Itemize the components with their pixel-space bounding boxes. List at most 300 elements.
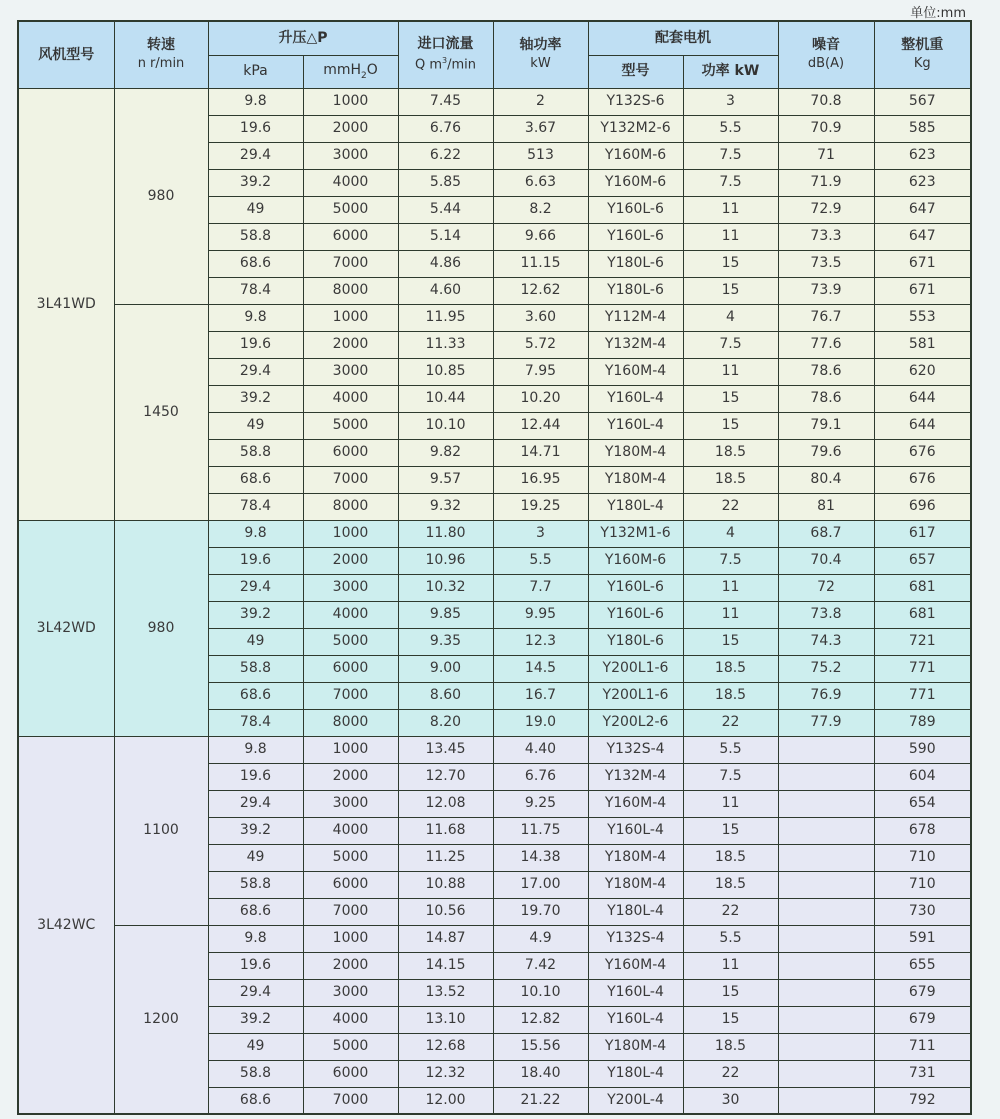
- pressure-mmh2o-cell: 8000: [303, 493, 398, 520]
- noise-cell: [778, 1060, 874, 1087]
- shaft-power-cell: 4.40: [493, 736, 588, 763]
- flow-cell: 13.10: [398, 1006, 493, 1033]
- flow-cell: 14.87: [398, 925, 493, 952]
- pressure-kpa-cell: 19.6: [208, 547, 303, 574]
- shaft-power-cell: 16.95: [493, 466, 588, 493]
- flow-cell: 13.45: [398, 736, 493, 763]
- weight-cell: 676: [874, 466, 971, 493]
- motor-type-cell: Y160M-6: [588, 142, 683, 169]
- weight-cell: 681: [874, 601, 971, 628]
- table-body: [18, 88, 971, 1114]
- flow-cell: 9.85: [398, 601, 493, 628]
- weight-cell: 657: [874, 547, 971, 574]
- shaft-power-cell: 19.70: [493, 898, 588, 925]
- pressure-kpa-cell: 58.8: [208, 223, 303, 250]
- model-cell: 3L41WD: [18, 88, 114, 520]
- motor-type-cell: Y160M-6: [588, 547, 683, 574]
- pressure-mmh2o-cell: 5000: [303, 1033, 398, 1060]
- motor-power-cell: 15: [683, 277, 778, 304]
- flow-cell: 5.44: [398, 196, 493, 223]
- noise-cell: 73.8: [778, 601, 874, 628]
- noise-cell: 73.9: [778, 277, 874, 304]
- flow-cell: 6.22: [398, 142, 493, 169]
- motor-type-cell: Y200L-4: [588, 1087, 683, 1114]
- shaft-power-cell: 14.38: [493, 844, 588, 871]
- header-pressure-mmh2o: mmH$_2$O: [303, 55, 398, 88]
- motor-power-cell: 7.5: [683, 547, 778, 574]
- noise-cell: [778, 1006, 874, 1033]
- weight-cell: 730: [874, 898, 971, 925]
- motor-power-cell: 22: [683, 709, 778, 736]
- motor-type-cell: Y132M-4: [588, 763, 683, 790]
- pressure-mmh2o-cell: 5000: [303, 196, 398, 223]
- motor-type-cell: Y160M-4: [588, 358, 683, 385]
- motor-power-cell: 22: [683, 1060, 778, 1087]
- speed-cell: 980: [114, 88, 208, 304]
- pressure-mmh2o-cell: 5000: [303, 412, 398, 439]
- pressure-kpa-cell: 39.2: [208, 1006, 303, 1033]
- pressure-mmh2o-cell: 5000: [303, 628, 398, 655]
- noise-cell: [778, 979, 874, 1006]
- motor-power-cell: 18.5: [683, 655, 778, 682]
- pressure-mmh2o-cell: 2000: [303, 763, 398, 790]
- noise-cell: [778, 925, 874, 952]
- flow-cell: 11.80: [398, 520, 493, 547]
- flow-cell: 6.76: [398, 115, 493, 142]
- pressure-kpa-cell: 29.4: [208, 142, 303, 169]
- noise-cell: [778, 844, 874, 871]
- flow-cell: 10.88: [398, 871, 493, 898]
- flow-cell: 9.32: [398, 493, 493, 520]
- shaft-power-cell: 6.63: [493, 169, 588, 196]
- motor-type-cell: Y180L-6: [588, 250, 683, 277]
- motor-power-cell: 15: [683, 817, 778, 844]
- flow-cell: 12.08: [398, 790, 493, 817]
- noise-cell: [778, 1087, 874, 1114]
- pressure-mmh2o-cell: 3000: [303, 979, 398, 1006]
- motor-power-cell: 11: [683, 790, 778, 817]
- pressure-mmh2o-cell: 4000: [303, 1006, 398, 1033]
- shaft-power-cell: 9.25: [493, 790, 588, 817]
- weight-cell: 679: [874, 1006, 971, 1033]
- flow-cell: 10.32: [398, 574, 493, 601]
- motor-power-cell: 15: [683, 385, 778, 412]
- motor-type-cell: Y132M2-6: [588, 115, 683, 142]
- flow-cell: 10.56: [398, 898, 493, 925]
- pressure-kpa-cell: 9.8: [208, 925, 303, 952]
- speed-cell: 1200: [114, 925, 208, 1114]
- flow-cell: 14.15: [398, 952, 493, 979]
- motor-type-cell: Y180L-4: [588, 493, 683, 520]
- shaft-power-cell: 9.66: [493, 223, 588, 250]
- shaft-power-cell: 10.10: [493, 979, 588, 1006]
- pressure-kpa-cell: 58.8: [208, 871, 303, 898]
- shaft-power-cell: 4.9: [493, 925, 588, 952]
- pressure-mmh2o-cell: 6000: [303, 871, 398, 898]
- motor-power-cell: 11: [683, 601, 778, 628]
- noise-cell: 79.1: [778, 412, 874, 439]
- speed-cell: 1100: [114, 736, 208, 925]
- weight-cell: 676: [874, 439, 971, 466]
- header-shaft-power: 轴功率 kW: [493, 21, 588, 88]
- weight-cell: 681: [874, 574, 971, 601]
- table-header: [18, 21, 971, 88]
- weight-cell: 591: [874, 925, 971, 952]
- noise-cell: [778, 817, 874, 844]
- pressure-mmh2o-cell: 2000: [303, 331, 398, 358]
- weight-cell: 644: [874, 412, 971, 439]
- noise-cell: 79.6: [778, 439, 874, 466]
- motor-type-cell: Y180M-4: [588, 1033, 683, 1060]
- pressure-mmh2o-cell: 7000: [303, 682, 398, 709]
- noise-cell: 72.9: [778, 196, 874, 223]
- noise-cell: 70.4: [778, 547, 874, 574]
- motor-type-cell: Y160L-6: [588, 223, 683, 250]
- motor-power-cell: 22: [683, 898, 778, 925]
- motor-power-cell: 5.5: [683, 115, 778, 142]
- motor-type-cell: Y160M-4: [588, 952, 683, 979]
- pressure-kpa-cell: 39.2: [208, 817, 303, 844]
- flow-cell: 11.25: [398, 844, 493, 871]
- speed-cell: 1450: [114, 304, 208, 520]
- motor-power-cell: 3: [683, 88, 778, 115]
- pressure-kpa-cell: 78.4: [208, 493, 303, 520]
- table-row: [18, 925, 971, 952]
- weight-cell: 553: [874, 304, 971, 331]
- pressure-mmh2o-cell: 6000: [303, 655, 398, 682]
- shaft-power-cell: 10.20: [493, 385, 588, 412]
- shaft-power-cell: 5.72: [493, 331, 588, 358]
- header-speed-unit: n r/min: [137, 56, 185, 72]
- noise-cell: [778, 898, 874, 925]
- noise-cell: 70.9: [778, 115, 874, 142]
- pressure-kpa-cell: 9.8: [208, 520, 303, 547]
- motor-power-cell: 30: [683, 1087, 778, 1114]
- shaft-power-cell: 11.75: [493, 817, 588, 844]
- shaft-power-cell: 9.95: [493, 601, 588, 628]
- motor-type-cell: Y132S-6: [588, 88, 683, 115]
- noise-cell: [778, 790, 874, 817]
- motor-power-cell: 11: [683, 574, 778, 601]
- shaft-power-cell: 3: [493, 520, 588, 547]
- weight-cell: 654: [874, 790, 971, 817]
- flow-cell: 9.35: [398, 628, 493, 655]
- pressure-kpa-cell: 9.8: [208, 736, 303, 763]
- weight-cell: 771: [874, 655, 971, 682]
- weight-cell: 644: [874, 385, 971, 412]
- table-row: [18, 736, 971, 763]
- table-row: [18, 520, 971, 547]
- flow-cell: 12.68: [398, 1033, 493, 1060]
- flow-cell: 9.57: [398, 466, 493, 493]
- pressure-kpa-cell: 49: [208, 628, 303, 655]
- motor-type-cell: Y160L-4: [588, 385, 683, 412]
- pressure-mmh2o-cell: 3000: [303, 790, 398, 817]
- shaft-power-cell: 12.44: [493, 412, 588, 439]
- noise-cell: 68.7: [778, 520, 874, 547]
- weight-cell: 617: [874, 520, 971, 547]
- header-motor-type: 型号: [588, 55, 683, 88]
- motor-type-cell: Y180M-4: [588, 871, 683, 898]
- header-motor: 配套电机: [588, 21, 778, 55]
- noise-cell: 76.7: [778, 304, 874, 331]
- shaft-power-cell: 12.3: [493, 628, 588, 655]
- flow-cell: 9.00: [398, 655, 493, 682]
- motor-power-cell: 4: [683, 304, 778, 331]
- pressure-kpa-cell: 19.6: [208, 331, 303, 358]
- flow-cell: 12.70: [398, 763, 493, 790]
- flow-cell: 8.60: [398, 682, 493, 709]
- motor-type-cell: Y132S-4: [588, 925, 683, 952]
- motor-type-cell: Y200L1-6: [588, 655, 683, 682]
- speed-cell: 980: [114, 520, 208, 736]
- pressure-kpa-cell: 78.4: [208, 277, 303, 304]
- motor-type-cell: Y180L-6: [588, 628, 683, 655]
- shaft-power-cell: 21.22: [493, 1087, 588, 1114]
- weight-cell: 789: [874, 709, 971, 736]
- noise-cell: 73.5: [778, 250, 874, 277]
- pressure-kpa-cell: 39.2: [208, 169, 303, 196]
- pressure-kpa-cell: 19.6: [208, 115, 303, 142]
- motor-type-cell: Y160L-4: [588, 979, 683, 1006]
- flow-cell: 9.82: [398, 439, 493, 466]
- shaft-power-cell: 7.95: [493, 358, 588, 385]
- pressure-mmh2o-cell: 4000: [303, 817, 398, 844]
- flow-cell: 8.20: [398, 709, 493, 736]
- shaft-power-cell: 7.42: [493, 952, 588, 979]
- motor-power-cell: 18.5: [683, 871, 778, 898]
- pressure-mmh2o-cell: 1000: [303, 304, 398, 331]
- noise-cell: [778, 871, 874, 898]
- pressure-kpa-cell: 68.6: [208, 250, 303, 277]
- motor-type-cell: Y180M-4: [588, 844, 683, 871]
- motor-type-cell: Y132M1-6: [588, 520, 683, 547]
- motor-power-cell: 18.5: [683, 844, 778, 871]
- weight-cell: 671: [874, 277, 971, 304]
- motor-type-cell: Y200L1-6: [588, 682, 683, 709]
- motor-power-cell: 7.5: [683, 142, 778, 169]
- noise-cell: 78.6: [778, 358, 874, 385]
- shaft-power-cell: 513: [493, 142, 588, 169]
- flow-cell: 4.60: [398, 277, 493, 304]
- weight-cell: 671: [874, 250, 971, 277]
- motor-power-cell: 7.5: [683, 763, 778, 790]
- motor-type-cell: Y160M-6: [588, 169, 683, 196]
- header-motor-power: 功率 kW: [683, 55, 778, 88]
- pressure-kpa-cell: 49: [208, 412, 303, 439]
- shaft-power-cell: 12.82: [493, 1006, 588, 1033]
- flow-cell: 7.45: [398, 88, 493, 115]
- motor-type-cell: Y180L-4: [588, 898, 683, 925]
- pressure-kpa-cell: 58.8: [208, 655, 303, 682]
- flow-cell: 4.86: [398, 250, 493, 277]
- motor-power-cell: 18.5: [683, 466, 778, 493]
- pressure-mmh2o-cell: 2000: [303, 115, 398, 142]
- pressure-mmh2o-cell: 1000: [303, 520, 398, 547]
- weight-cell: 655: [874, 952, 971, 979]
- weight-cell: 590: [874, 736, 971, 763]
- header-model: 风机型号: [18, 21, 114, 88]
- motor-power-cell: 15: [683, 628, 778, 655]
- pressure-kpa-cell: 19.6: [208, 763, 303, 790]
- motor-power-cell: 15: [683, 979, 778, 1006]
- shaft-power-cell: 5.5: [493, 547, 588, 574]
- table-row: [18, 88, 971, 115]
- flow-cell: 11.68: [398, 817, 493, 844]
- pressure-kpa-cell: 49: [208, 1033, 303, 1060]
- pressure-kpa-cell: 9.8: [208, 304, 303, 331]
- pressure-mmh2o-cell: 6000: [303, 439, 398, 466]
- flow-cell: 5.14: [398, 223, 493, 250]
- motor-type-cell: Y132S-4: [588, 736, 683, 763]
- shaft-power-cell: 19.25: [493, 493, 588, 520]
- motor-power-cell: 18.5: [683, 439, 778, 466]
- motor-power-cell: 18.5: [683, 682, 778, 709]
- pressure-kpa-cell: 19.6: [208, 952, 303, 979]
- pressure-kpa-cell: 68.6: [208, 682, 303, 709]
- weight-cell: 731: [874, 1060, 971, 1087]
- pressure-kpa-cell: 78.4: [208, 709, 303, 736]
- motor-power-cell: 7.5: [683, 331, 778, 358]
- motor-type-cell: Y112M-4: [588, 304, 683, 331]
- pressure-kpa-cell: 29.4: [208, 979, 303, 1006]
- pressure-mmh2o-cell: 1000: [303, 88, 398, 115]
- noise-cell: 78.6: [778, 385, 874, 412]
- pressure-mmh2o-cell: 6000: [303, 1060, 398, 1087]
- shaft-power-cell: 8.2: [493, 196, 588, 223]
- weight-cell: 721: [874, 628, 971, 655]
- pressure-kpa-cell: 9.8: [208, 88, 303, 115]
- pressure-kpa-cell: 49: [208, 844, 303, 871]
- pressure-mmh2o-cell: 8000: [303, 277, 398, 304]
- pressure-kpa-cell: 68.6: [208, 1087, 303, 1114]
- shaft-power-cell: 17.00: [493, 871, 588, 898]
- motor-power-cell: 22: [683, 493, 778, 520]
- motor-type-cell: Y180L-6: [588, 277, 683, 304]
- pressure-mmh2o-cell: 3000: [303, 358, 398, 385]
- flow-cell: 10.10: [398, 412, 493, 439]
- noise-cell: 77.9: [778, 709, 874, 736]
- shaft-power-cell: 3.67: [493, 115, 588, 142]
- noise-cell: 71: [778, 142, 874, 169]
- motor-type-cell: Y180M-4: [588, 466, 683, 493]
- flow-cell: 10.96: [398, 547, 493, 574]
- pressure-kpa-cell: 39.2: [208, 385, 303, 412]
- header-pressure: 升压△P: [208, 21, 398, 55]
- motor-power-cell: 4: [683, 520, 778, 547]
- shaft-power-cell: 7.7: [493, 574, 588, 601]
- pressure-kpa-cell: 29.4: [208, 358, 303, 385]
- motor-type-cell: Y180L-4: [588, 1060, 683, 1087]
- pressure-mmh2o-cell: 4000: [303, 601, 398, 628]
- pressure-mmh2o-cell: 2000: [303, 547, 398, 574]
- pressure-mmh2o-cell: 7000: [303, 250, 398, 277]
- motor-power-cell: 5.5: [683, 736, 778, 763]
- shaft-power-cell: 12.62: [493, 277, 588, 304]
- shaft-power-cell: 19.0: [493, 709, 588, 736]
- header-shaft-power-unit: kW: [530, 56, 551, 72]
- motor-power-cell: 18.5: [683, 1033, 778, 1060]
- pressure-kpa-cell: 39.2: [208, 601, 303, 628]
- motor-type-cell: Y160L-6: [588, 601, 683, 628]
- shaft-power-cell: 18.40: [493, 1060, 588, 1087]
- motor-power-cell: 15: [683, 250, 778, 277]
- noise-cell: [778, 952, 874, 979]
- pressure-mmh2o-cell: 6000: [303, 223, 398, 250]
- weight-cell: 623: [874, 169, 971, 196]
- flow-cell: 10.85: [398, 358, 493, 385]
- weight-cell: 710: [874, 844, 971, 871]
- model-cell: 3L42WC: [18, 736, 114, 1114]
- weight-cell: 567: [874, 88, 971, 115]
- motor-type-cell: Y160L-4: [588, 817, 683, 844]
- weight-cell: 581: [874, 331, 971, 358]
- pressure-mmh2o-cell: 8000: [303, 709, 398, 736]
- pressure-kpa-cell: 49: [208, 196, 303, 223]
- header-pressure-kpa: kPa: [208, 55, 303, 88]
- header-noise-unit: dB(A): [807, 56, 845, 72]
- flow-cell: 13.52: [398, 979, 493, 1006]
- motor-type-cell: Y160L-6: [588, 196, 683, 223]
- motor-type-cell: Y200L2-6: [588, 709, 683, 736]
- weight-cell: 647: [874, 223, 971, 250]
- header-weight-unit: Kg: [913, 56, 931, 72]
- weight-cell: 771: [874, 682, 971, 709]
- motor-power-cell: 11: [683, 223, 778, 250]
- pressure-mmh2o-cell: 5000: [303, 844, 398, 871]
- pressure-mmh2o-cell: 1000: [303, 925, 398, 952]
- noise-cell: 81: [778, 493, 874, 520]
- fan-spec-table: [17, 20, 972, 1115]
- motor-power-cell: 11: [683, 358, 778, 385]
- shaft-power-cell: 14.71: [493, 439, 588, 466]
- weight-cell: 792: [874, 1087, 971, 1114]
- pressure-kpa-cell: 58.8: [208, 439, 303, 466]
- motor-type-cell: Y160L-4: [588, 1006, 683, 1033]
- header-flow-unit: Q $m^3/\min$: [414, 56, 477, 73]
- shaft-power-cell: 14.5: [493, 655, 588, 682]
- weight-cell: 678: [874, 817, 971, 844]
- pressure-kpa-cell: 29.4: [208, 574, 303, 601]
- header-weight: 整机重 Kg: [874, 21, 971, 88]
- pressure-kpa-cell: 58.8: [208, 1060, 303, 1087]
- shaft-power-cell: 3.60: [493, 304, 588, 331]
- motor-power-cell: 15: [683, 1006, 778, 1033]
- shaft-power-cell: 11.15: [493, 250, 588, 277]
- weight-cell: 710: [874, 871, 971, 898]
- noise-cell: 76.9: [778, 682, 874, 709]
- weight-cell: 623: [874, 142, 971, 169]
- noise-cell: [778, 1033, 874, 1060]
- noise-cell: 77.6: [778, 331, 874, 358]
- weight-cell: 647: [874, 196, 971, 223]
- header-flow: 进口流量 Q $m^3/\min$: [398, 21, 493, 88]
- pressure-kpa-cell: 68.6: [208, 466, 303, 493]
- noise-cell: 75.2: [778, 655, 874, 682]
- pressure-mmh2o-cell: 7000: [303, 466, 398, 493]
- weight-cell: 679: [874, 979, 971, 1006]
- motor-power-cell: 11: [683, 952, 778, 979]
- pressure-kpa-cell: 68.6: [208, 898, 303, 925]
- unit-label: 单位:mm: [910, 6, 966, 21]
- shaft-power-cell: 2: [493, 88, 588, 115]
- noise-cell: 72: [778, 574, 874, 601]
- noise-cell: 74.3: [778, 628, 874, 655]
- noise-cell: 70.8: [778, 88, 874, 115]
- noise-cell: [778, 736, 874, 763]
- flow-cell: 11.95: [398, 304, 493, 331]
- weight-cell: 711: [874, 1033, 971, 1060]
